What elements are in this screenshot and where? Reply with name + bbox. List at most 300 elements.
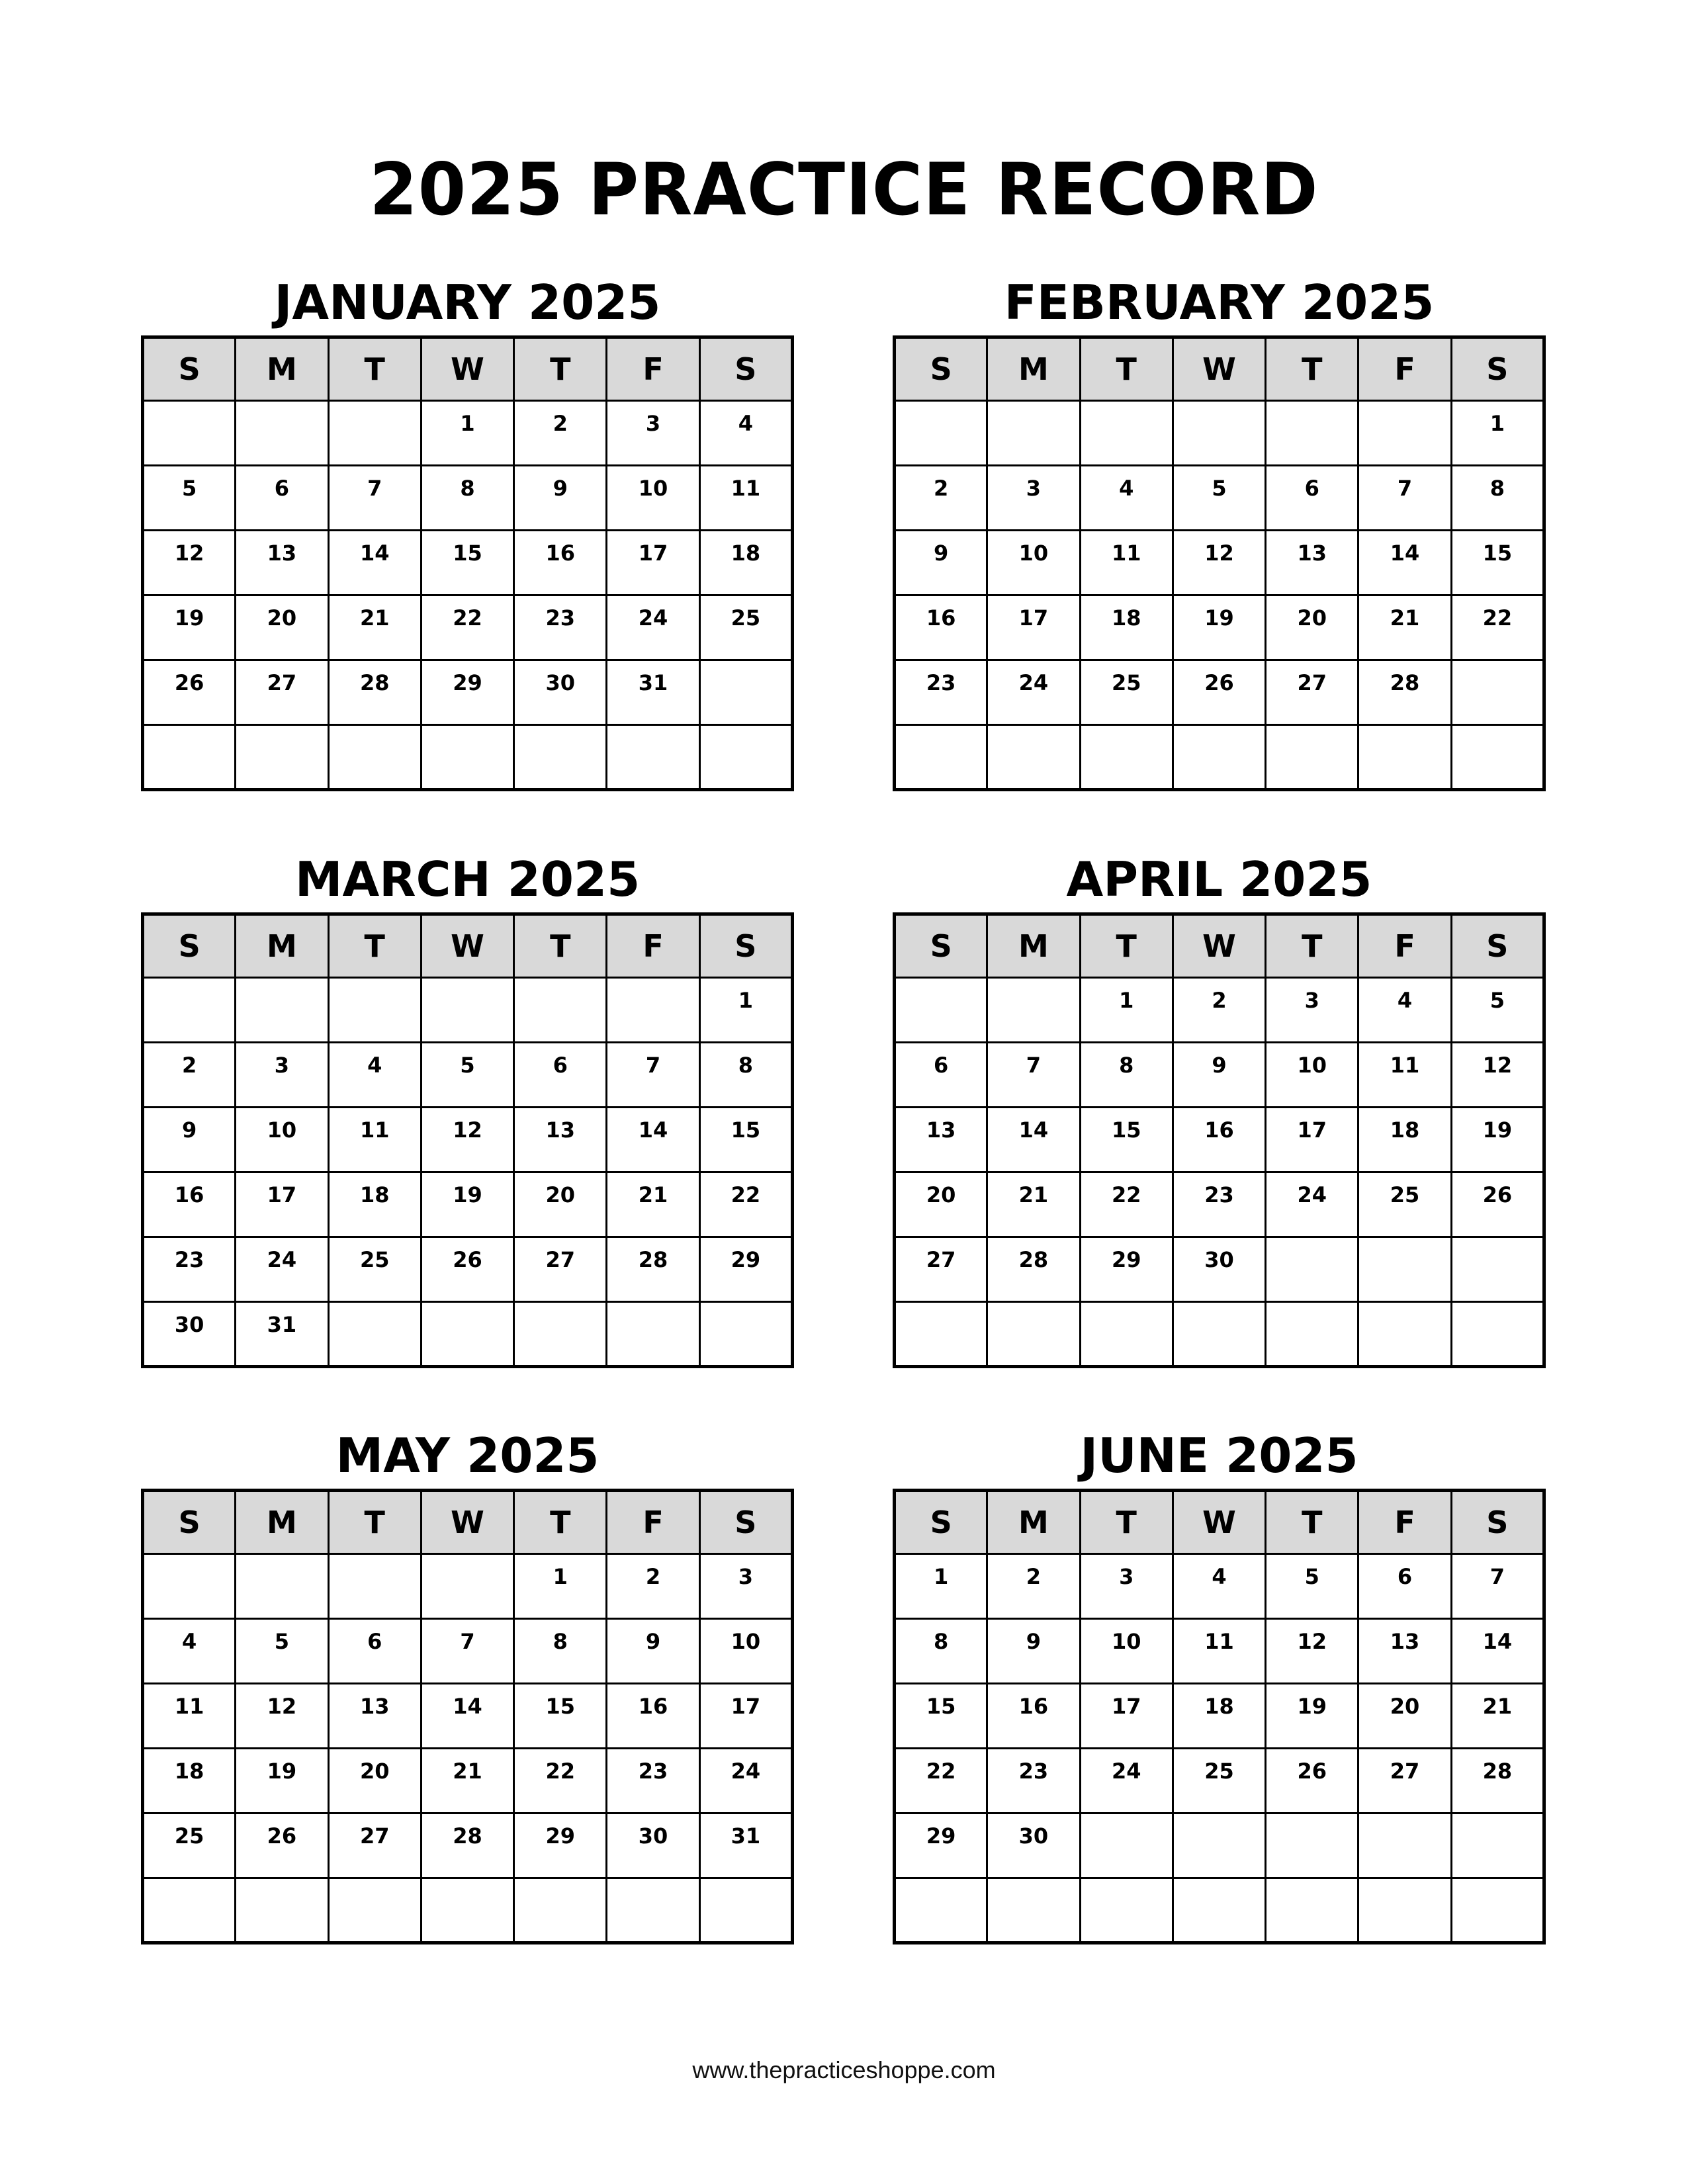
day-cell[interactable] bbox=[1358, 1813, 1451, 1878]
weekday-header: M bbox=[236, 914, 328, 978]
day-cell[interactable]: 15 bbox=[421, 531, 513, 595]
day-cell[interactable]: 5 bbox=[143, 466, 236, 531]
day-cell[interactable]: 1 bbox=[514, 1554, 607, 1619]
day-cell[interactable]: 8 bbox=[895, 1619, 987, 1684]
week-row bbox=[895, 1684, 1544, 1749]
day-cell[interactable]: 12 bbox=[421, 1108, 513, 1172]
week-row bbox=[895, 531, 1544, 595]
day-cell[interactable]: 28 bbox=[1451, 1749, 1544, 1813]
day-cell[interactable]: 4 bbox=[1173, 1554, 1265, 1619]
week-row bbox=[143, 1749, 793, 1813]
weekday-header: T bbox=[1266, 337, 1358, 401]
day-cell[interactable]: 4 bbox=[1080, 466, 1173, 531]
day-cell[interactable]: 14 bbox=[1451, 1619, 1544, 1684]
day-cell[interactable] bbox=[236, 978, 328, 1043]
day-cell[interactable] bbox=[1266, 725, 1358, 790]
day-cell[interactable]: 3 bbox=[607, 401, 699, 466]
day-cell[interactable]: 21 bbox=[421, 1749, 513, 1813]
day-cell[interactable] bbox=[514, 978, 607, 1043]
day-cell[interactable]: 27 bbox=[328, 1813, 421, 1878]
week-row bbox=[895, 401, 1544, 466]
day-cell[interactable]: 4 bbox=[1358, 978, 1451, 1043]
day-cell[interactable]: 14 bbox=[1358, 531, 1451, 595]
day-cell[interactable]: 20 bbox=[1266, 595, 1358, 660]
day-cell[interactable] bbox=[607, 1878, 699, 1943]
day-cell[interactable]: 22 bbox=[699, 1172, 792, 1237]
day-cell[interactable]: 10 bbox=[607, 466, 699, 531]
day-cell[interactable]: 6 bbox=[1358, 1554, 1451, 1619]
day-cell[interactable]: 5 bbox=[1451, 978, 1544, 1043]
day-cell[interactable]: 10 bbox=[699, 1619, 792, 1684]
day-cell[interactable] bbox=[421, 725, 513, 790]
week-row bbox=[143, 1813, 793, 1878]
day-cell[interactable]: 16 bbox=[607, 1684, 699, 1749]
day-cell[interactable] bbox=[895, 725, 987, 790]
day-cell[interactable] bbox=[987, 401, 1080, 466]
day-cell[interactable]: 26 bbox=[236, 1813, 328, 1878]
day-cell[interactable] bbox=[1358, 1237, 1451, 1302]
day-cell[interactable]: 2 bbox=[607, 1554, 699, 1619]
day-cell[interactable] bbox=[143, 1554, 236, 1619]
day-cell[interactable]: 25 bbox=[328, 1237, 421, 1302]
day-cell[interactable] bbox=[1266, 1878, 1358, 1943]
day-cell[interactable]: 14 bbox=[328, 531, 421, 595]
day-cell[interactable]: 8 bbox=[1080, 1043, 1173, 1108]
day-cell[interactable] bbox=[1266, 401, 1358, 466]
weekday-header: F bbox=[1358, 337, 1451, 401]
day-cell[interactable]: 23 bbox=[514, 595, 607, 660]
day-cell[interactable]: 18 bbox=[328, 1172, 421, 1237]
day-cell[interactable]: 4 bbox=[328, 1043, 421, 1108]
day-cell[interactable]: 7 bbox=[1451, 1554, 1544, 1619]
day-cell[interactable] bbox=[236, 1554, 328, 1619]
week-row bbox=[895, 466, 1544, 531]
day-cell[interactable]: 2 bbox=[895, 466, 987, 531]
week-row bbox=[895, 1302, 1544, 1367]
day-cell[interactable]: 12 bbox=[236, 1684, 328, 1749]
day-cell[interactable]: 8 bbox=[514, 1619, 607, 1684]
day-cell[interactable]: 11 bbox=[143, 1684, 236, 1749]
day-cell[interactable]: 30 bbox=[607, 1813, 699, 1878]
month-title: APRIL 2025 bbox=[1066, 852, 1372, 907]
day-cell[interactable]: 27 bbox=[1266, 660, 1358, 725]
day-cell[interactable]: 8 bbox=[421, 466, 513, 531]
day-cell[interactable] bbox=[1080, 725, 1173, 790]
day-cell[interactable]: 1 bbox=[1451, 401, 1544, 466]
day-cell[interactable]: 19 bbox=[421, 1172, 513, 1237]
weekday-header: W bbox=[421, 1491, 513, 1554]
day-cell[interactable]: 29 bbox=[699, 1237, 792, 1302]
day-cell[interactable]: 21 bbox=[607, 1172, 699, 1237]
day-cell[interactable] bbox=[328, 978, 421, 1043]
day-cell[interactable]: 19 bbox=[1266, 1684, 1358, 1749]
day-cell[interactable] bbox=[699, 660, 792, 725]
day-cell[interactable] bbox=[328, 401, 421, 466]
weekday-header: S bbox=[143, 914, 236, 978]
weekday-header: S bbox=[699, 914, 792, 978]
day-cell[interactable]: 13 bbox=[514, 1108, 607, 1172]
day-cell[interactable] bbox=[1451, 1237, 1544, 1302]
day-cell[interactable]: 11 bbox=[1358, 1043, 1451, 1108]
day-cell[interactable]: 10 bbox=[1266, 1043, 1358, 1108]
day-cell[interactable] bbox=[1173, 1878, 1265, 1943]
day-cell[interactable]: 15 bbox=[895, 1684, 987, 1749]
day-cell[interactable]: 5 bbox=[421, 1043, 513, 1108]
day-cell[interactable]: 5 bbox=[236, 1619, 328, 1684]
day-cell[interactable] bbox=[607, 978, 699, 1043]
day-cell[interactable]: 3 bbox=[236, 1043, 328, 1108]
weekday-header: F bbox=[607, 337, 699, 401]
week-row bbox=[895, 1749, 1544, 1813]
day-cell[interactable]: 24 bbox=[607, 595, 699, 660]
month-table bbox=[893, 1489, 1546, 1944]
day-cell[interactable]: 5 bbox=[1173, 466, 1265, 531]
weekday-header: T bbox=[1266, 1491, 1358, 1554]
day-cell[interactable] bbox=[895, 978, 987, 1043]
day-cell[interactable]: 21 bbox=[1358, 595, 1451, 660]
day-cell[interactable]: 11 bbox=[1173, 1619, 1265, 1684]
week-row bbox=[895, 725, 1544, 790]
day-cell[interactable] bbox=[236, 401, 328, 466]
day-cell[interactable]: 3 bbox=[1080, 1554, 1173, 1619]
day-cell[interactable] bbox=[699, 725, 792, 790]
day-cell[interactable] bbox=[987, 1302, 1080, 1367]
day-cell[interactable] bbox=[1358, 1878, 1451, 1943]
day-cell[interactable]: 24 bbox=[699, 1749, 792, 1813]
day-cell[interactable]: 15 bbox=[1451, 531, 1544, 595]
day-cell[interactable]: 15 bbox=[699, 1108, 792, 1172]
day-cell[interactable]: 22 bbox=[421, 595, 513, 660]
day-cell[interactable]: 9 bbox=[895, 531, 987, 595]
day-cell[interactable] bbox=[328, 1302, 421, 1367]
day-cell[interactable] bbox=[1266, 1237, 1358, 1302]
day-cell[interactable]: 23 bbox=[143, 1237, 236, 1302]
week-row bbox=[143, 401, 793, 466]
week-row bbox=[143, 1554, 793, 1619]
day-cell[interactable] bbox=[143, 978, 236, 1043]
day-cell[interactable]: 10 bbox=[1080, 1619, 1173, 1684]
day-cell[interactable]: 24 bbox=[1080, 1749, 1173, 1813]
day-cell[interactable]: 29 bbox=[421, 660, 513, 725]
weekday-header: S bbox=[895, 1491, 987, 1554]
day-cell[interactable] bbox=[895, 1302, 987, 1367]
day-cell[interactable]: 28 bbox=[607, 1237, 699, 1302]
month-table bbox=[141, 335, 794, 791]
day-cell[interactable]: 26 bbox=[1266, 1749, 1358, 1813]
weekday-header: S bbox=[699, 337, 792, 401]
day-cell[interactable] bbox=[895, 401, 987, 466]
day-cell[interactable]: 25 bbox=[143, 1813, 236, 1878]
day-cell[interactable] bbox=[514, 1878, 607, 1943]
day-cell[interactable]: 17 bbox=[607, 531, 699, 595]
day-cell[interactable]: 27 bbox=[236, 660, 328, 725]
day-cell[interactable]: 13 bbox=[895, 1108, 987, 1172]
day-cell[interactable] bbox=[514, 725, 607, 790]
day-cell[interactable]: 8 bbox=[699, 1043, 792, 1108]
day-cell[interactable]: 21 bbox=[987, 1172, 1080, 1237]
day-cell[interactable] bbox=[1080, 1302, 1173, 1367]
day-cell[interactable]: 30 bbox=[987, 1813, 1080, 1878]
day-cell[interactable] bbox=[236, 1878, 328, 1943]
day-cell[interactable]: 16 bbox=[514, 531, 607, 595]
day-cell[interactable] bbox=[328, 1554, 421, 1619]
day-cell[interactable] bbox=[1266, 1302, 1358, 1367]
day-cell[interactable]: 19 bbox=[1173, 595, 1265, 660]
day-cell[interactable]: 10 bbox=[987, 531, 1080, 595]
day-cell[interactable]: 20 bbox=[514, 1172, 607, 1237]
day-cell[interactable]: 18 bbox=[699, 531, 792, 595]
day-cell[interactable]: 1 bbox=[1080, 978, 1173, 1043]
day-cell[interactable] bbox=[699, 1878, 792, 1943]
day-cell[interactable]: 16 bbox=[987, 1684, 1080, 1749]
day-cell[interactable]: 14 bbox=[987, 1108, 1080, 1172]
day-cell[interactable]: 29 bbox=[514, 1813, 607, 1878]
day-cell[interactable]: 22 bbox=[895, 1749, 987, 1813]
day-cell[interactable]: 20 bbox=[236, 595, 328, 660]
day-cell[interactable]: 7 bbox=[328, 466, 421, 531]
day-cell[interactable] bbox=[1451, 1878, 1544, 1943]
day-cell[interactable]: 28 bbox=[1358, 660, 1451, 725]
month-calendar bbox=[141, 269, 794, 791]
day-cell[interactable]: 23 bbox=[895, 660, 987, 725]
month-title: FEBRUARY 2025 bbox=[1004, 275, 1435, 330]
day-cell[interactable]: 25 bbox=[1173, 1749, 1265, 1813]
day-cell[interactable]: 24 bbox=[987, 660, 1080, 725]
day-cell[interactable] bbox=[1173, 1813, 1265, 1878]
day-cell[interactable]: 30 bbox=[143, 1302, 236, 1367]
day-cell[interactable] bbox=[143, 401, 236, 466]
day-cell[interactable]: 13 bbox=[1266, 531, 1358, 595]
week-row bbox=[895, 1237, 1544, 1302]
week-row bbox=[895, 1043, 1544, 1108]
day-cell[interactable]: 23 bbox=[987, 1749, 1080, 1813]
day-cell[interactable]: 3 bbox=[987, 466, 1080, 531]
day-cell[interactable]: 18 bbox=[143, 1749, 236, 1813]
day-cell[interactable]: 19 bbox=[1451, 1108, 1544, 1172]
day-cell[interactable]: 4 bbox=[699, 401, 792, 466]
day-cell[interactable]: 31 bbox=[236, 1302, 328, 1367]
week-row bbox=[143, 1684, 793, 1749]
day-cell[interactable] bbox=[236, 725, 328, 790]
day-cell[interactable]: 22 bbox=[1080, 1172, 1173, 1237]
day-cell[interactable]: 16 bbox=[895, 595, 987, 660]
day-cell[interactable] bbox=[421, 1554, 513, 1619]
day-cell[interactable]: 11 bbox=[328, 1108, 421, 1172]
day-cell[interactable]: 30 bbox=[514, 660, 607, 725]
day-cell[interactable]: 13 bbox=[1358, 1619, 1451, 1684]
day-cell[interactable]: 15 bbox=[514, 1684, 607, 1749]
day-cell[interactable] bbox=[1266, 1813, 1358, 1878]
week-row bbox=[895, 978, 1544, 1043]
footer-website: www.thepracticeshoppe.com bbox=[692, 2056, 996, 2083]
day-cell[interactable]: 6 bbox=[328, 1619, 421, 1684]
day-cell[interactable]: 26 bbox=[421, 1237, 513, 1302]
day-cell[interactable]: 31 bbox=[699, 1813, 792, 1878]
day-cell[interactable] bbox=[421, 1878, 513, 1943]
day-cell[interactable]: 4 bbox=[143, 1619, 236, 1684]
day-cell[interactable]: 28 bbox=[987, 1237, 1080, 1302]
day-cell[interactable]: 3 bbox=[1266, 978, 1358, 1043]
weekday-header: T bbox=[1080, 914, 1173, 978]
day-cell[interactable]: 27 bbox=[514, 1237, 607, 1302]
day-cell[interactable] bbox=[1358, 725, 1451, 790]
day-cell[interactable]: 7 bbox=[987, 1043, 1080, 1108]
month-calendar bbox=[893, 269, 1546, 791]
day-cell[interactable]: 2 bbox=[514, 401, 607, 466]
week-row bbox=[143, 466, 793, 531]
day-cell[interactable] bbox=[1080, 401, 1173, 466]
day-cell[interactable] bbox=[328, 1878, 421, 1943]
day-cell[interactable]: 22 bbox=[1451, 595, 1544, 660]
day-cell[interactable] bbox=[1173, 1302, 1265, 1367]
day-cell[interactable] bbox=[607, 725, 699, 790]
day-cell[interactable]: 18 bbox=[1080, 595, 1173, 660]
day-cell[interactable]: 12 bbox=[1173, 531, 1265, 595]
day-cell[interactable]: 25 bbox=[699, 595, 792, 660]
day-cell[interactable]: 5 bbox=[1266, 1554, 1358, 1619]
day-cell[interactable]: 2 bbox=[1173, 978, 1265, 1043]
day-cell[interactable]: 10 bbox=[236, 1108, 328, 1172]
day-cell[interactable]: 25 bbox=[1358, 1172, 1451, 1237]
day-cell[interactable]: 26 bbox=[1173, 660, 1265, 725]
day-cell[interactable]: 19 bbox=[236, 1749, 328, 1813]
day-cell[interactable]: 3 bbox=[699, 1554, 792, 1619]
day-cell[interactable]: 25 bbox=[1080, 660, 1173, 725]
day-cell[interactable]: 27 bbox=[895, 1237, 987, 1302]
week-row bbox=[895, 1619, 1544, 1684]
day-cell[interactable]: 24 bbox=[1266, 1172, 1358, 1237]
day-cell[interactable] bbox=[1451, 725, 1544, 790]
week-row bbox=[895, 1813, 1544, 1878]
day-cell[interactable]: 14 bbox=[607, 1108, 699, 1172]
day-cell[interactable]: 11 bbox=[699, 466, 792, 531]
day-cell[interactable]: 6 bbox=[514, 1043, 607, 1108]
day-cell[interactable] bbox=[1080, 1813, 1173, 1878]
day-cell[interactable]: 14 bbox=[421, 1684, 513, 1749]
day-cell[interactable]: 17 bbox=[1266, 1108, 1358, 1172]
day-cell[interactable] bbox=[895, 1878, 987, 1943]
day-cell[interactable]: 29 bbox=[1080, 1237, 1173, 1302]
day-cell[interactable]: 23 bbox=[607, 1749, 699, 1813]
day-cell[interactable] bbox=[987, 978, 1080, 1043]
day-cell[interactable]: 1 bbox=[421, 401, 513, 466]
day-cell[interactable]: 30 bbox=[1173, 1237, 1265, 1302]
day-cell[interactable] bbox=[143, 1878, 236, 1943]
day-cell[interactable]: 12 bbox=[1451, 1043, 1544, 1108]
day-cell[interactable]: 6 bbox=[1266, 466, 1358, 531]
day-cell[interactable]: 13 bbox=[236, 531, 328, 595]
day-cell[interactable]: 6 bbox=[895, 1043, 987, 1108]
day-cell[interactable]: 7 bbox=[1358, 466, 1451, 531]
day-cell[interactable] bbox=[699, 1302, 792, 1367]
day-cell[interactable] bbox=[421, 1302, 513, 1367]
day-cell[interactable]: 9 bbox=[143, 1108, 236, 1172]
day-cell[interactable]: 9 bbox=[607, 1619, 699, 1684]
month-calendar bbox=[141, 1422, 794, 1944]
day-cell[interactable] bbox=[143, 725, 236, 790]
weekday-header: T bbox=[328, 914, 421, 978]
day-cell[interactable] bbox=[1358, 401, 1451, 466]
day-cell[interactable]: 12 bbox=[1266, 1619, 1358, 1684]
day-cell[interactable]: 2 bbox=[987, 1554, 1080, 1619]
day-cell[interactable]: 1 bbox=[699, 978, 792, 1043]
day-cell[interactable]: 21 bbox=[1451, 1684, 1544, 1749]
day-cell[interactable]: 28 bbox=[421, 1813, 513, 1878]
day-cell[interactable]: 31 bbox=[607, 660, 699, 725]
day-cell[interactable]: 16 bbox=[1173, 1108, 1265, 1172]
day-cell[interactable]: 16 bbox=[143, 1172, 236, 1237]
day-cell[interactable] bbox=[328, 725, 421, 790]
day-cell[interactable]: 9 bbox=[987, 1619, 1080, 1684]
day-cell[interactable]: 8 bbox=[1451, 466, 1544, 531]
week-row bbox=[895, 1554, 1544, 1619]
day-cell[interactable] bbox=[607, 1302, 699, 1367]
day-cell[interactable]: 2 bbox=[143, 1043, 236, 1108]
day-cell[interactable]: 20 bbox=[328, 1749, 421, 1813]
day-cell[interactable]: 27 bbox=[1358, 1749, 1451, 1813]
day-cell[interactable]: 7 bbox=[421, 1619, 513, 1684]
day-cell[interactable] bbox=[987, 1878, 1080, 1943]
day-cell[interactable]: 22 bbox=[514, 1749, 607, 1813]
day-cell[interactable] bbox=[1173, 725, 1265, 790]
day-cell[interactable]: 15 bbox=[1080, 1108, 1173, 1172]
day-cell[interactable] bbox=[421, 978, 513, 1043]
day-cell[interactable]: 28 bbox=[328, 660, 421, 725]
weekday-header: M bbox=[987, 1491, 1080, 1554]
day-cell[interactable]: 13 bbox=[328, 1684, 421, 1749]
day-cell[interactable]: 29 bbox=[895, 1813, 987, 1878]
day-cell[interactable] bbox=[1451, 660, 1544, 725]
day-cell[interactable] bbox=[1451, 1813, 1544, 1878]
day-cell[interactable]: 17 bbox=[987, 595, 1080, 660]
day-cell[interactable]: 26 bbox=[143, 660, 236, 725]
day-cell[interactable] bbox=[1451, 1302, 1544, 1367]
day-cell[interactable]: 1 bbox=[895, 1554, 987, 1619]
day-cell[interactable]: 9 bbox=[1173, 1043, 1265, 1108]
day-cell[interactable]: 19 bbox=[143, 595, 236, 660]
day-cell[interactable]: 9 bbox=[514, 466, 607, 531]
day-cell[interactable]: 17 bbox=[1080, 1684, 1173, 1749]
weekday-header: F bbox=[1358, 1491, 1451, 1554]
week-row bbox=[143, 1878, 793, 1943]
day-cell[interactable]: 26 bbox=[1451, 1172, 1544, 1237]
day-cell[interactable]: 12 bbox=[143, 531, 236, 595]
day-cell[interactable]: 17 bbox=[236, 1172, 328, 1237]
weekday-header: S bbox=[895, 914, 987, 978]
day-cell[interactable]: 21 bbox=[328, 595, 421, 660]
day-cell[interactable]: 18 bbox=[1173, 1684, 1265, 1749]
weekday-header: M bbox=[236, 1491, 328, 1554]
day-cell[interactable] bbox=[1358, 1302, 1451, 1367]
day-cell[interactable]: 11 bbox=[1080, 531, 1173, 595]
day-cell[interactable] bbox=[987, 725, 1080, 790]
day-cell[interactable]: 23 bbox=[1173, 1172, 1265, 1237]
day-cell[interactable]: 24 bbox=[236, 1237, 328, 1302]
weekday-header: S bbox=[699, 1491, 792, 1554]
day-cell[interactable]: 17 bbox=[699, 1684, 792, 1749]
day-cell[interactable]: 6 bbox=[236, 466, 328, 531]
week-row bbox=[143, 725, 793, 790]
day-cell[interactable]: 18 bbox=[1358, 1108, 1451, 1172]
day-cell[interactable]: 20 bbox=[895, 1172, 987, 1237]
month-table bbox=[141, 1489, 794, 1944]
day-cell[interactable] bbox=[514, 1302, 607, 1367]
day-cell[interactable] bbox=[1080, 1878, 1173, 1943]
weekday-header: W bbox=[421, 914, 513, 978]
day-cell[interactable]: 7 bbox=[607, 1043, 699, 1108]
day-cell[interactable] bbox=[1173, 401, 1265, 466]
day-cell[interactable]: 20 bbox=[1358, 1684, 1451, 1749]
